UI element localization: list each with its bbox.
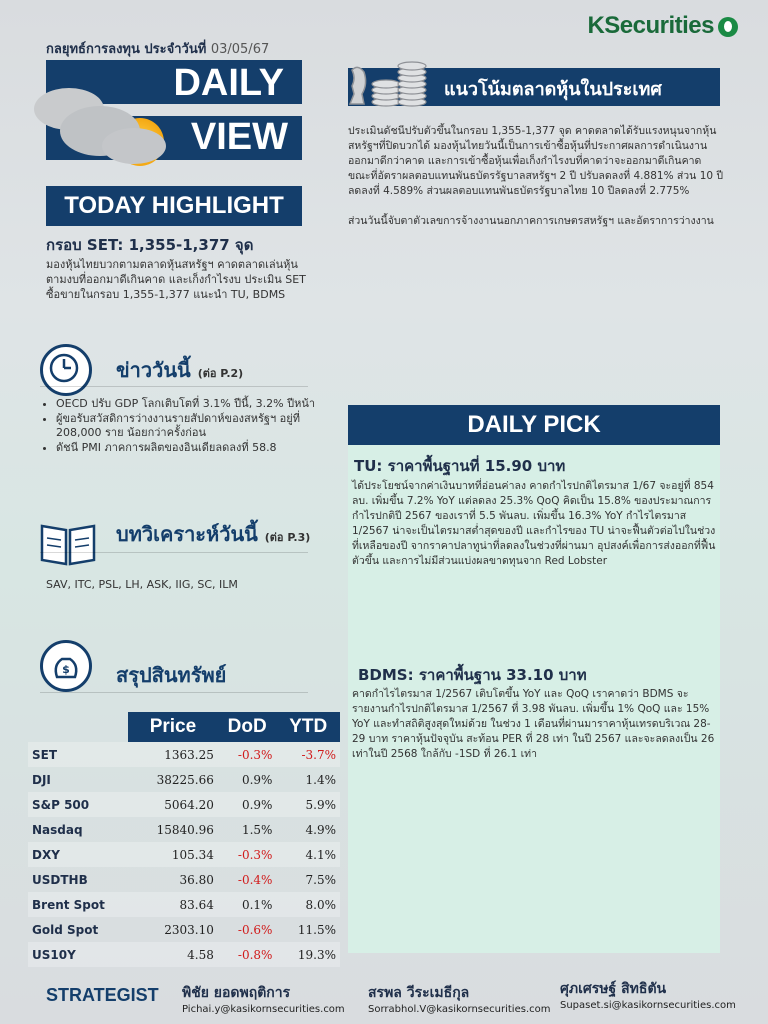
- asset-dod: 0.1%: [218, 892, 277, 917]
- asset-ytd: 4.9%: [305, 822, 336, 837]
- pick-tu-heading: TU: ราคาพื้นฐานที่ 15.90 บาท: [354, 457, 566, 475]
- market-trend-text: [348, 124, 724, 229]
- asset-ytd: 19.3%: [276, 942, 340, 967]
- highlight-text: มองหุ้นไทยบวกตามตลาดหุ้นสหรัฐฯ คาดตลาดเล่นหุ้นตามงบที่ออกมาดีเกินคาด และเก็งกำไรงบ ประเมิน SET ซื้อขายในกรอบ 1,355-1,377 แนะนำ TU, BDMS: [46, 258, 306, 301]
- strategy-date-line: [46, 38, 269, 59]
- asset-name: DXY: [28, 842, 128, 867]
- book-icon: [38, 518, 98, 570]
- analysis-ref: (ต่อ P.3): [264, 531, 311, 544]
- analysis-stocks: SAV, ITC, PSL, LH, ASK, IIG, SC, ILM: [46, 578, 238, 591]
- news-heading: [116, 354, 243, 386]
- asset-ytd: 1.4%: [305, 772, 336, 787]
- news-list: [46, 397, 326, 456]
- strategy-label: กลยุทธ์การลงทุน ประจำวันที่: [46, 42, 207, 57]
- asset-name: USDTHB: [32, 872, 88, 887]
- asset-dod: -0.3%: [218, 742, 277, 767]
- asset-table: [28, 712, 340, 967]
- market-trend-para1: ประเมินดัชนีปรับตัวขึ้นในกรอบ 1,355-1,377 จุด คาดตลาดได้รับแรงหนุนจากหุ้นสหรัฐฯที่ปิดบวกได้ มองหุ้นไทยวันนี้เป็นการเข้าซื้อหุ้นที่ประกาศผลการดำเนินงานออกมาดีกว่าคาด และการเข้าซื้อหุ้นเพื่อเก็งกำไรงบที่คาดว่าจะออกมาดีเกินคาด ขณะที่อัตราผลตอบแทนพันธบัตรรัฐบาลสหรัฐฯ 2 ปี ปรับลดลงที่ 4.881% ส่วน 10 ปีลดลงที่ 4.589% ส่วนผลตอบแทนพันธบัตรรัฐบาลไทย 10 ปีลดลงที่ 2.775%: [348, 125, 724, 197]
- svg-text:$: $: [62, 663, 70, 676]
- leaf-icon: [718, 17, 738, 37]
- analysis-title: บทวิเคราะห์วันนี้: [116, 522, 258, 546]
- strategist-1: [182, 982, 345, 1015]
- col-dod: DoD: [218, 712, 277, 742]
- asset-price: 4.58: [128, 942, 218, 967]
- logo-text: KSecurities: [587, 12, 714, 39]
- asset-row: [28, 867, 340, 892]
- asset-dod: -0.8%: [218, 942, 277, 967]
- col-ytd: YTD: [276, 712, 340, 742]
- market-trend-title: แนวโน้มตลาดหุ้นในประเทศ: [444, 79, 662, 100]
- strategist-name: พิชัย ยอดพฤติการ: [182, 985, 291, 1001]
- asset-row: [28, 917, 340, 942]
- asset-row: [28, 817, 340, 842]
- asset-ytd: -3.7%: [276, 742, 340, 767]
- news-ref: (ต่อ P.2): [197, 367, 244, 380]
- asset-row: [28, 842, 340, 867]
- news-title: ข่าววันนี้: [116, 358, 191, 382]
- market-trend-para2: ส่วนวันนี้จับตาตัวเลขการจ้างงานนอกภาคการเกษตรสหรัฐฯ และอัตราการว่างงาน: [348, 215, 714, 227]
- asset-price: 105.34: [128, 842, 218, 867]
- asset-name: S&P 500: [28, 792, 128, 817]
- asset-table-header: [28, 712, 340, 742]
- today-highlight-title: TODAY HIGHLIGHT: [46, 186, 302, 226]
- asset-dod: 0.9%: [241, 772, 273, 787]
- asset-dod: 1.5%: [241, 822, 273, 837]
- asset-price: 5064.20: [128, 792, 218, 817]
- pick-bdms-heading: BDMS: ราคาพื้นฐาน 33.10 บาท: [358, 666, 587, 684]
- asset-name: Brent Spot: [28, 892, 128, 917]
- asset-price: 15840.96: [156, 822, 214, 837]
- strategist-email: Supaset.si@kasikornsecurities.com: [560, 1000, 736, 1011]
- asset-row: [28, 792, 340, 817]
- money-bag-icon: [40, 640, 92, 692]
- asset-ytd: 8.0%: [276, 892, 340, 917]
- asset-price: 38225.66: [156, 772, 214, 787]
- daily-view-line1: DAILY: [173, 62, 284, 104]
- strategist-name: ศุภเศรษฐ์ สิทธิตัน: [560, 981, 667, 997]
- asset-name: DJI: [32, 772, 51, 787]
- strategist-email: Sorrabhol.V@kasikornsecurities.com: [368, 1004, 551, 1015]
- asset-ytd: 4.1%: [276, 842, 340, 867]
- asset-row: [28, 942, 340, 967]
- strategist-2: [368, 982, 551, 1015]
- asset-ytd: 7.5%: [305, 872, 336, 887]
- asset-dod: -0.6%: [237, 922, 273, 937]
- asset-ytd: 5.9%: [276, 792, 340, 817]
- set-range: กรอบ SET: 1,355-1,377 จุด: [46, 236, 254, 254]
- asset-price: 2303.10: [164, 922, 214, 937]
- asset-row: [28, 742, 340, 767]
- news-item: • ผู้ขอรับสวัสดิการว่างงานรายสัปดาห์ของสหรัฐฯ อยู่ที่ 208,000 ราย น้อยกว่าครั้งก่อน: [56, 412, 326, 440]
- asset-dod: 0.9%: [218, 792, 277, 817]
- weather-icon: [30, 58, 170, 168]
- asset-row: [28, 892, 340, 917]
- asset-name: Gold Spot: [32, 922, 99, 937]
- daily-pick-title: DAILY PICK: [348, 405, 720, 445]
- news-item: • OECD ปรับ GDP โลกเติบโตที่ 3.1% ปีนี้, 3.2% ปีหน้า: [56, 397, 326, 411]
- daily-pick-panel: [348, 445, 720, 953]
- report-date: 03/05/67: [210, 42, 270, 57]
- asset-row: [28, 767, 340, 792]
- strategist-label: STRATEGIST: [46, 985, 159, 1005]
- strategist-name: สรพล วีระเมธีกุล: [368, 985, 470, 1001]
- pick-tu-text: ได้ประโยชน์จากค่าเงินบาทที่อ่อนค่าลง คาดกำไรปกติไตรมาส 1/67 จะอยู่ที่ 854 ลบ. เพิ่มขึ้น 7.2% YoY แต่ลดลง 25.3% QoQ คิดเป็น 15.8% ของประมาณการกำไรปกติปี 2567 ของเราที่ 5.5 พันลบ. เพิ่มขึ้น 16.3% YoY กำไรไตรมาส 1/2567 น่าจะเป็นไตรมาสต่ำสุดของปี และกำไรของ TU น่าจะฟื้นตัวต่อไปในช่วงที่เหลือของปี จากราคาปลาทูน่าที่ลดลงในช่วงที่ผ่านมา อุปสงค์เพื่อการส่งออกที่ฟื้นตัวขึ้น และการไม่มีส่วนแบ่งผลขาดทุนจาก Red Lobster: [352, 480, 716, 567]
- clock-icon: [40, 344, 92, 396]
- asset-ytd: 11.5%: [297, 922, 336, 937]
- asset-summary-title: สรุปสินทรัพย์: [116, 663, 227, 687]
- asset-name: US10Y: [28, 942, 128, 967]
- ksecurities-logo: [587, 12, 738, 40]
- asset-name: Nasdaq: [32, 822, 83, 837]
- strategist-3: [560, 978, 736, 1011]
- news-item: • ดัชนี PMI ภาคการผลิตของอินเดียลดลงที่ 58.8: [56, 441, 326, 455]
- analysis-heading: [116, 518, 310, 550]
- coins-chess-icon: [346, 44, 432, 108]
- asset-name: SET: [28, 742, 128, 767]
- asset-price: 1363.25: [128, 742, 218, 767]
- asset-price: 36.80: [179, 872, 214, 887]
- strategist-email: Pichai.y@kasikornsecurities.com: [182, 1004, 345, 1015]
- asset-price: 83.64: [128, 892, 218, 917]
- asset-dod: -0.3%: [218, 842, 277, 867]
- pick-bdms-text: คาดกำไรไตรมาส 1/2567 เติบโตขึ้น YoY และ QoQ เราคาดว่า BDMS จะรายงานกำไรปกติไตรมาส 1/2567 ที่ 3.98 พันลบ. เพิ่มขึ้น 1% QoQ และ 15% YoY และทำสถิติสูงสุดใหม่ด้วย ในช่วง 1 เดือนที่ผ่านมาราคาหุ้นเทรดบริเวณ 28-29 บาท ราคาหุ้นปัจจุบัน สะท้อน PER ที่ 28 เท่า ในปี 2567 และจะลดลงเป็น 26 เท่าในปี 2568 ใกล้กับ -1SD ที่ 26.1 เท่า: [352, 688, 715, 760]
- asset-dod: -0.4%: [237, 872, 273, 887]
- daily-view-line2: VIEW: [190, 116, 288, 158]
- col-price: Price: [128, 712, 218, 742]
